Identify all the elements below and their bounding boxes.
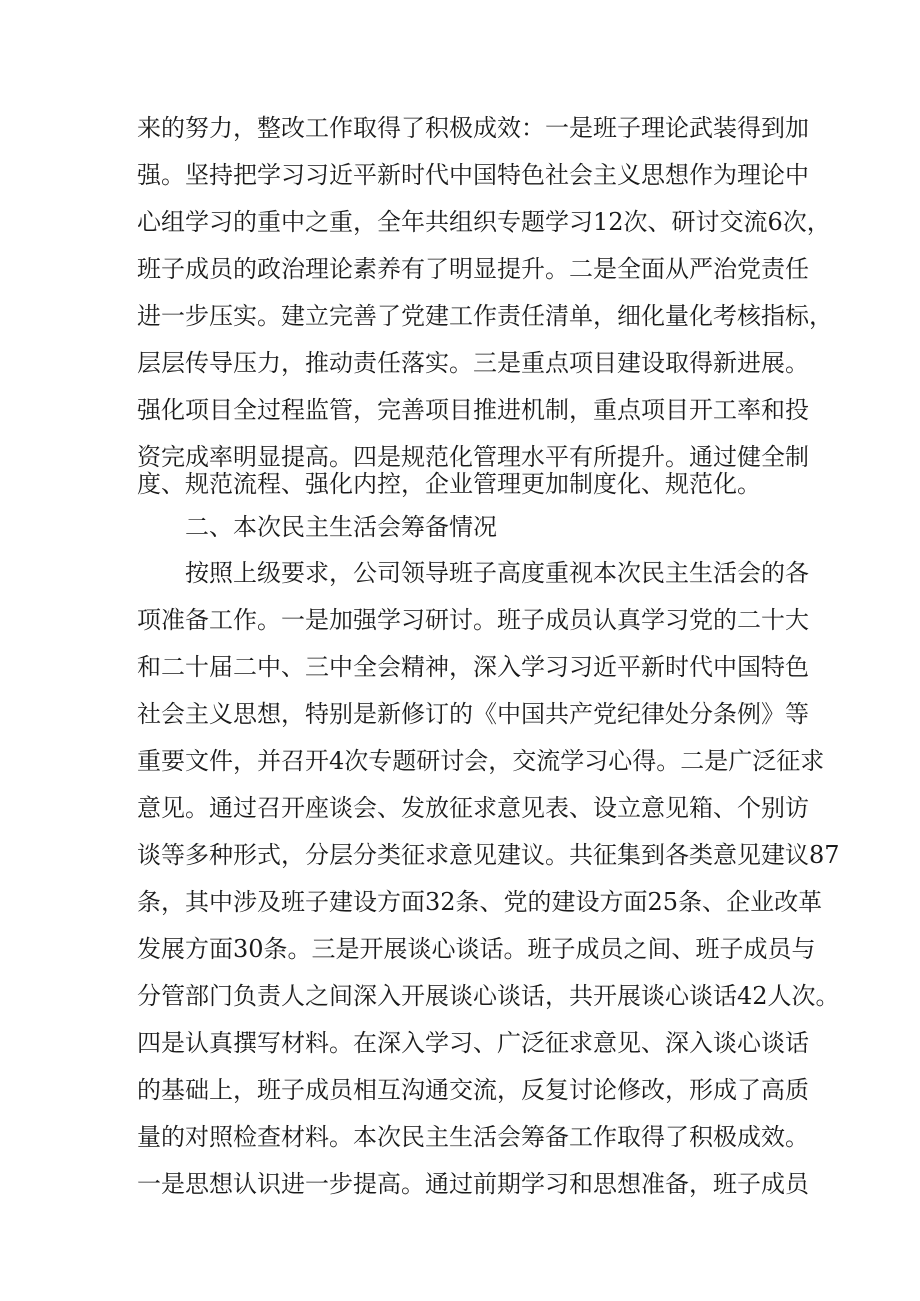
text-line: 分管部门负责人之间深入开展谈心谈话，共开展谈心谈话42人次。 — [137, 982, 840, 1010]
text-line: 资完成率明显提高。四是规范化管理水平有所提升。通过健全制 — [137, 443, 809, 471]
section-heading: 二、本次民主生活会筹备情况 — [185, 513, 497, 541]
text-line: 一是思想认识进一步提高。通过前期学习和思想准备，班子成员 — [137, 1170, 809, 1198]
text-line: 谈等多种形式，分层分类征求意见建议。共征集到各类意见建议87 — [137, 841, 840, 869]
text-line: 项准备工作。一是加强学习研讨。班子成员认真学习党的二十大 — [137, 606, 809, 634]
text-line: 强化项目全过程监管，完善项目推进机制，重点项目开工率和投 — [137, 396, 809, 424]
text-line: 发展方面30条。三是开展谈心谈话。班子成员之间、班子成员与 — [137, 935, 816, 963]
text-line: 强。坚持把学习习近平新时代中国特色社会主义思想作为理论中 — [137, 161, 809, 189]
text-line: 量的对照检查材料。本次民主生活会筹备工作取得了积极成效。 — [137, 1123, 809, 1151]
text-line: 重要文件，并召开4次专题研讨会，交流学习心得。二是广泛征求 — [137, 747, 825, 775]
text-line: 意见。通过召开座谈会、发放征求意见表、设立意见箱、个别访 — [137, 794, 809, 822]
text-line: 来的努力，整改工作取得了积极成效：一是班子理论武装得到加 — [137, 114, 809, 142]
text-line: 心组学习的重中之重，全年共组织专题学习12次、研讨交流6次， — [137, 208, 831, 236]
text-line: 四是认真撰写材料。在深入学习、广泛征求意见、深入谈心谈话 — [137, 1029, 809, 1057]
text-line: 层层传导压力，推动责任落实。三是重点项目建设取得新进展。 — [137, 349, 809, 377]
paragraph-first-line: 按照上级要求，公司领导班子高度重视本次民主生活会的各 — [185, 559, 809, 587]
text-line: 和二十届二中、三中全会精神，深入学习习近平新时代中国特色 — [137, 653, 809, 681]
text-line: 条，其中涉及班子建设方面32条、党的建设方面25条、企业改革 — [137, 888, 823, 916]
paragraph-last-line: 度、规范流程、强化内控，企业管理更加制度化、规范化。 — [137, 470, 761, 498]
text-line: 班子成员的政治理论素养有了明显提升。二是全面从严治党责任 — [137, 255, 809, 283]
text-line: 的基础上，班子成员相互沟通交流，反复讨论修改，形成了高质 — [137, 1076, 809, 1104]
text-line: 社会主义思想，特别是新修订的《中国共产党纪律处分条例》等 — [137, 700, 809, 728]
text-line: 进一步压实。建立完善了党建工作责任清单，细化量化考核指标， — [137, 302, 833, 330]
